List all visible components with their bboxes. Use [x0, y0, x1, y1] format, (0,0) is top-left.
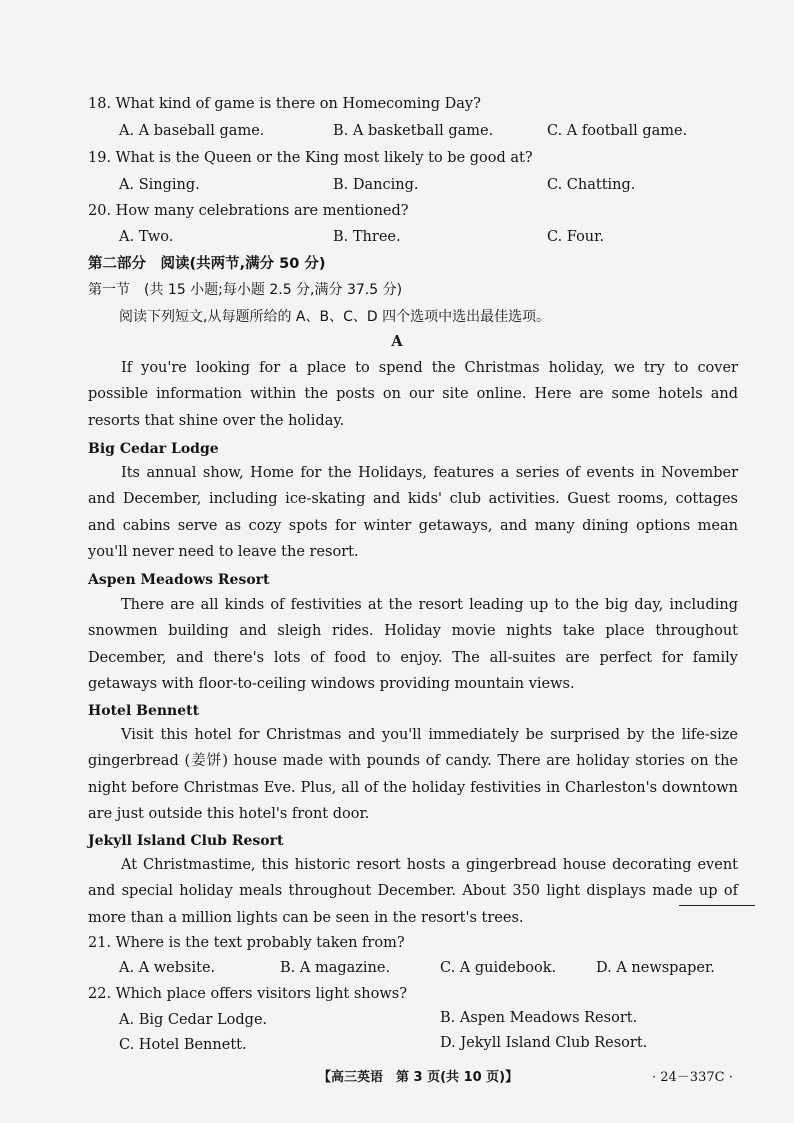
q19-option-b: B. Dancing.	[333, 177, 419, 193]
bennett-text: Visit this hotel for Christmas and you'll immediately be surprised by the life-size gingerbread (姜饼) house made with pounds of candy. There are holiday stories on the night before Christmas Eve. Plus, all of the holiday festivities in Charleston's downtown are just outside this hotel's front door.	[88, 727, 738, 822]
q22-option-a: A. Big Cedar Lodge.	[119, 1012, 268, 1028]
q22-option-c: C. Hotel Bennett.	[119, 1037, 247, 1053]
q18-option-c: C. A football game.	[547, 123, 688, 139]
section1-title: 第一节 (共 15 小题;每小题 2.5 分,满分 37.5 分)	[88, 282, 403, 298]
q19-option-a: A. Singing.	[119, 177, 200, 193]
q21-option-b: B. A magazine.	[280, 960, 391, 976]
big-cedar-text: Its annual show, Home for the Holidays, features a series of events in November and December, including ice-skating and kids' club activities. Guest rooms, cottages and cabins serve as cozy spots for winter getaways, and many dining options mean you'll never need to leave the resort.	[88, 465, 738, 560]
aspen-text: There are all kinds of festivities at the resort leading up to the big day, including snowmen building and sleigh rides. Holiday movie nights take place throughout December, and there's lots of food to enjoy. The all-suites are perfect for family getaways with floor-to-ceiling windows providing mountain views.	[88, 597, 738, 692]
bennett-heading: Hotel Bennett	[88, 703, 200, 719]
big-cedar-heading: Big Cedar Lodge	[88, 441, 219, 457]
q19-option-c: C. Chatting.	[547, 177, 636, 193]
aspen-heading: Aspen Meadows Resort	[88, 572, 270, 588]
q20-stem: 20. How many celebrations are mentioned?	[88, 203, 409, 219]
q22-option-d: D. Jekyll Island Club Resort.	[440, 1035, 648, 1051]
q18-stem: 18. What kind of game is there on Homecoming Day?	[88, 96, 481, 112]
jekyll-text: At Christmastime, this historic resort hosts a gingerbread house decorating event and special holiday meals throughout December. About 350 light displays made up of more than a million lights can be seen in the resort's trees.	[88, 857, 738, 926]
jekyll-heading: Jekyll Island Club Resort	[88, 833, 284, 849]
q18-option-a: A. A baseball game.	[119, 123, 265, 139]
q20-option-a: A. Two.	[119, 229, 174, 245]
q22-stem: 22. Which place offers visitors light shows?	[88, 986, 407, 1002]
page-footer: 【高三英语 第 3 页(共 10 页)】	[318, 1070, 519, 1085]
q18-option-b: B. A basketball game.	[333, 123, 494, 139]
q21-option-d: D. A newspaper.	[596, 960, 715, 976]
q19-stem: 19. What is the Queen or the King most likely to be good at?	[88, 150, 533, 166]
part2-title: 第二部分 阅读(共两节,满分 50 分)	[88, 256, 326, 272]
q20-option-c: C. Four.	[547, 229, 605, 245]
q21-option-a: A. A website.	[119, 960, 216, 976]
reading-instruction: 阅读下列短文,从每题所给的 A、B、C、D 四个选项中选出最佳选项。	[119, 309, 551, 325]
answer-rule	[679, 905, 755, 906]
q21-stem: 21. Where is the text probably taken from?	[88, 935, 405, 951]
q21-option-c: C. A guidebook.	[440, 960, 557, 976]
passage-intro: If you're looking for a place to spend the Christmas holiday, we try to cover possible information within the posts on our site online. Here are some hotels and resorts that shine over the holiday.	[88, 360, 738, 429]
passage-label: A	[391, 333, 403, 350]
q22-option-b: B. Aspen Meadows Resort.	[440, 1010, 638, 1026]
q20-option-b: B. Three.	[333, 229, 401, 245]
page-code: · 24－337C ·	[652, 1070, 733, 1085]
